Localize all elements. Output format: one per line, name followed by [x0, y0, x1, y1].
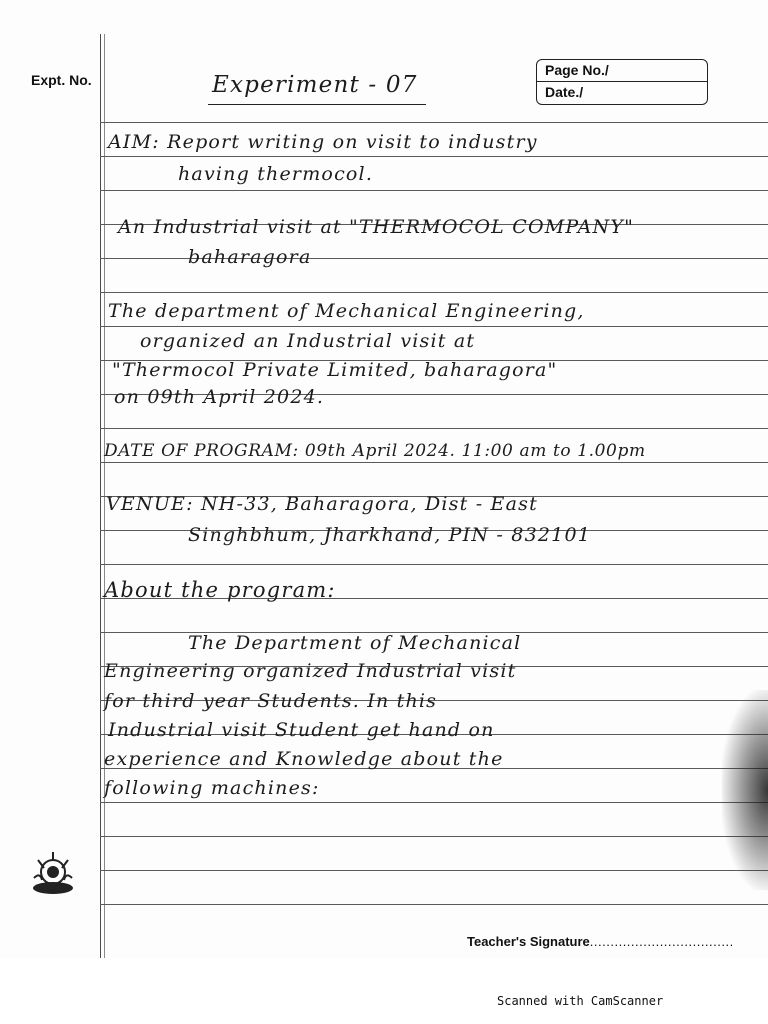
page-shadow — [722, 690, 768, 890]
ruled-line — [100, 428, 768, 429]
ruled-line — [100, 326, 768, 327]
dept-line-2: organized an Industrial visit at — [140, 330, 476, 352]
college-emblem-icon — [28, 848, 78, 896]
date-label: Date./ — [545, 84, 584, 100]
ruled-line — [100, 564, 768, 565]
scanner-watermark: Scanned with CamScanner — [497, 994, 664, 1008]
ruled-line — [100, 802, 768, 803]
dept-line-1: The department of Mechanical Engineering, — [108, 300, 585, 322]
ruled-line — [100, 190, 768, 191]
ruled-line — [100, 156, 768, 157]
about-line-4: Industrial visit Student get hand on — [108, 719, 495, 741]
about-line-2: Engineering organized Industrial visit — [104, 660, 517, 682]
ruled-line — [100, 462, 768, 463]
teacher-signature-label: Teacher's Signature — [467, 934, 590, 949]
title-underline — [208, 104, 426, 105]
ruled-line — [100, 292, 768, 293]
teacher-signature-dots: ................................... — [589, 934, 734, 949]
about-line-1: The Department of Mechanical — [188, 632, 522, 654]
about-line-5: experience and Knowledge about the — [104, 748, 504, 770]
page-date-box — [536, 59, 708, 105]
visit-line-2: baharagora — [188, 246, 312, 268]
aim-line-2: having thermocol. — [178, 163, 374, 185]
visit-line-1: An Industrial visit at "THERMOCOL COMPANY" — [118, 216, 635, 238]
ruled-line — [100, 870, 768, 871]
page-no-label: Page No./ — [545, 62, 609, 78]
date-of-program-line: DATE OF PROGRAM: 09th April 2024. 11:00 am to 1.00pm — [104, 441, 646, 461]
ruled-line — [100, 836, 768, 837]
dept-line-4: on 09th April 2024. — [114, 386, 325, 408]
about-line-6: following machines: — [104, 777, 320, 799]
ruled-line — [100, 122, 768, 123]
ruled-line — [100, 904, 768, 905]
margin-line — [100, 34, 101, 960]
dept-line-3: "Thermocol Private Limited, baharagora" — [112, 359, 558, 381]
box-divider — [537, 81, 707, 82]
about-line-3: for third year Students. In this — [104, 690, 438, 712]
aim-line-1: AIM: Report writing on visit to industry — [108, 131, 538, 153]
margin-line-inner — [104, 34, 105, 960]
about-heading: About the program: — [104, 578, 336, 602]
teacher-signature — [467, 934, 734, 949]
page-title: Experiment - 07 — [212, 72, 418, 98]
venue-line-1: VENUE: NH-33, Baharagora, Dist - East — [106, 493, 538, 515]
venue-line-2: Singhbhum, Jharkhand, PIN - 832101 — [188, 524, 592, 546]
page-bottom-margin — [0, 958, 768, 1024]
expt-no-label: Expt. No. — [31, 72, 92, 88]
